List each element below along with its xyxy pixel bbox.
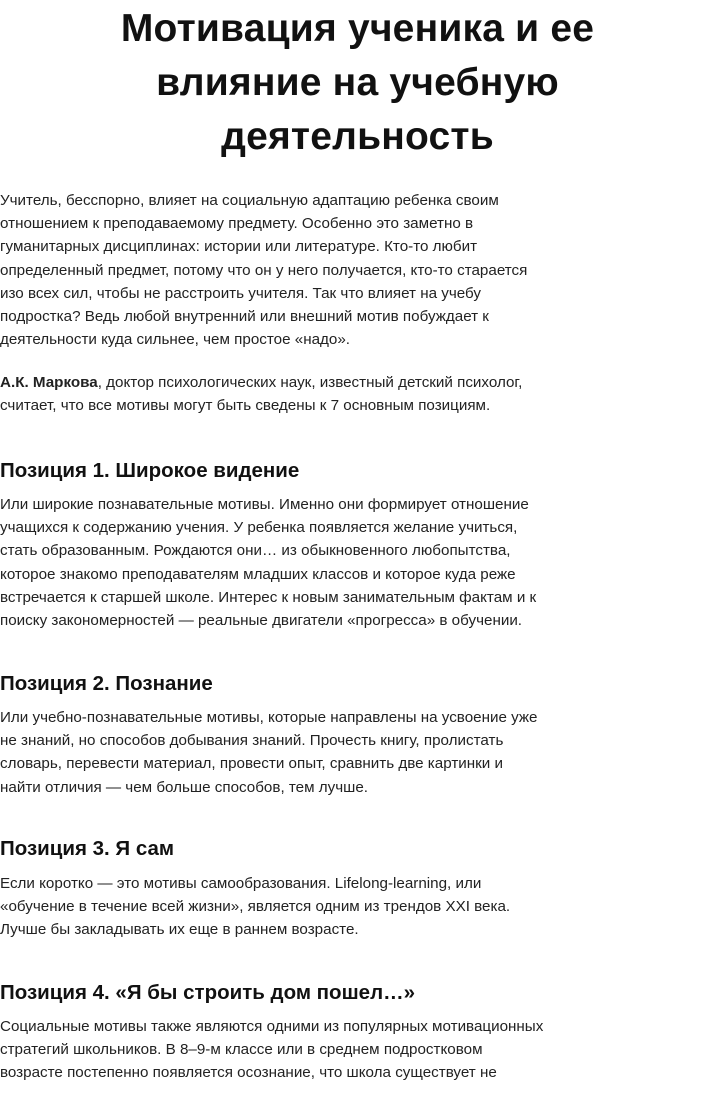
section-line: которое знакомо преподавателям младших классов и которое куда реже xyxy=(0,565,516,583)
section-paragraph xyxy=(0,1015,712,1085)
article-title xyxy=(40,2,675,164)
section-line: словарь, перевести материал, провести опыт, сравнить две картинки и xyxy=(0,755,503,773)
section-line: «обучение в течение всей жизни», является одним из трендов XXI века. xyxy=(0,898,511,916)
intro-line: отношением к преподаваемому предмету. Особенно это заметно в xyxy=(0,215,474,233)
section-paragraph xyxy=(0,493,712,632)
section-line: Лучше бы закладывать их еще в раннем возрасте. xyxy=(0,921,359,939)
section-line: Или учебно-познавательные мотивы, которые направлены на усвоение уже xyxy=(0,709,538,726)
title-line: Мотивация ученика и ее xyxy=(120,7,595,50)
markova-line xyxy=(0,371,712,394)
intro-line: подростка? Ведь любой внутренний или внешний мотив побуждает к xyxy=(0,308,489,326)
title-line: влияние на учебную xyxy=(156,61,559,104)
section-line: поиску закономерностей — реальные двигатели «прогресса» в обучении. xyxy=(0,612,523,630)
section-line: Или широкие познавательные мотивы. Именно они формирует отношение xyxy=(0,496,529,513)
section-line: Социальные мотивы также являются одними из популярных мотивационных xyxy=(0,1018,544,1035)
section-heading: Позиция 4. «Я бы строить дом пошел…» xyxy=(0,981,415,1004)
intro-line: гуманитарных дисциплинах: истории или литературе. Кто-то любит xyxy=(0,238,478,256)
section-line: возрасте постепенно появляется осознание, что школа существует не xyxy=(0,1064,497,1082)
intro-line: Учитель, бесспорно, влияет на социальную адаптацию ребенка своим xyxy=(0,192,499,209)
intro-line: определенный предмет, потому что он у него получается, кто-то старается xyxy=(0,261,528,279)
intro-paragraph xyxy=(0,189,712,351)
title-line: деятельность xyxy=(221,115,494,158)
section-heading: Позиция 2. Познание xyxy=(0,672,213,695)
section-paragraph xyxy=(0,872,712,942)
section-heading: Позиция 1. Широкое видение xyxy=(0,459,300,482)
markova-paragraph xyxy=(0,371,712,417)
section-line: стратегий школьников. В 8–9-м классе или в среднем подростковом xyxy=(0,1041,483,1059)
section-line: Если коротко — это мотивы самообразования. Lifelong-learning, или xyxy=(0,875,482,892)
author-description: , доктор психологических наук, известный детский психолог, xyxy=(97,374,523,391)
author-name: А.К. Маркова xyxy=(0,374,98,391)
section-line: не знаний, но способов добывания знаний. Прочесть книгу, пролистать xyxy=(0,732,504,750)
intro-line: изо всех сил, чтобы не расстроить учителя. Так что влияет на учебу xyxy=(0,284,481,302)
section-line: учащихся к содержанию учения. У ребенка появляется желание учиться, xyxy=(0,519,518,537)
markova-line: считает, что все мотивы могут быть сведены к 7 основным позициям. xyxy=(0,397,491,415)
section-line: стать образованным. Рождаются они… из обыкновенного любопытства, xyxy=(0,542,511,560)
section-heading: Позиция 3. Я сам xyxy=(0,837,175,860)
section-paragraph xyxy=(0,706,712,799)
intro-line: деятельности куда сильнее, чем простое «надо». xyxy=(0,331,351,349)
section-line: найти отличия — чем больше способов, тем лучше. xyxy=(0,778,368,796)
section-line: встречается к старшей школе. Интерес к новым занимательным фактам и к xyxy=(0,588,537,606)
